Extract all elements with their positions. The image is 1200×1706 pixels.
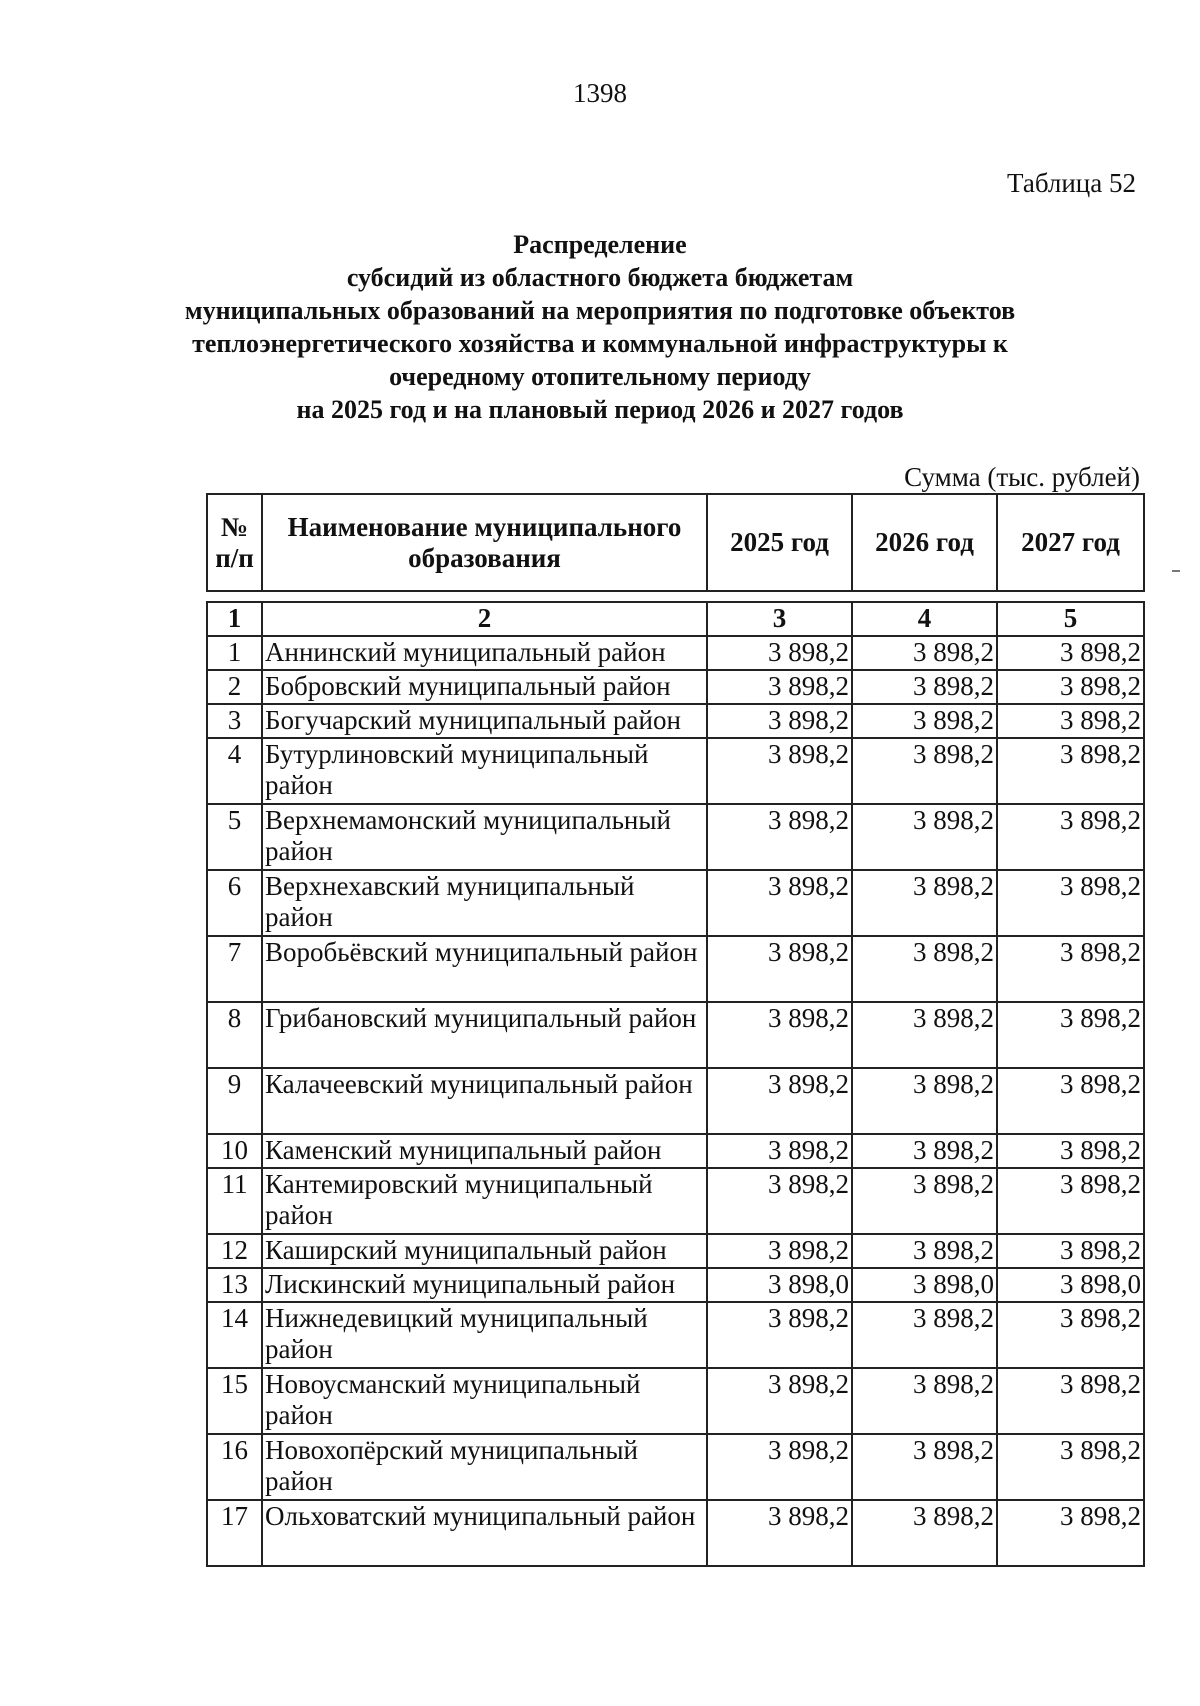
value-2027: 3 898,2 bbox=[997, 1002, 1144, 1068]
value-2027: 3 898,2 bbox=[997, 1500, 1144, 1566]
value-2026: 3 898,2 bbox=[852, 1168, 997, 1234]
municipality-name: Калачеевский муниципальный район bbox=[262, 1068, 707, 1134]
row-number: 2 bbox=[207, 670, 262, 704]
municipality-name: Ольховатский муниципальный район bbox=[262, 1500, 707, 1566]
value-2025: 3 898,2 bbox=[707, 1302, 852, 1368]
value-2025: 3 898,2 bbox=[707, 1234, 852, 1268]
column-number: 3 bbox=[707, 602, 852, 636]
data-table bbox=[206, 601, 1145, 1567]
value-2025: 3 898,2 bbox=[707, 738, 852, 804]
value-2025: 3 898,2 bbox=[707, 1434, 852, 1500]
table-row bbox=[207, 1068, 1144, 1134]
table-row bbox=[207, 1002, 1144, 1068]
row-number: 8 bbox=[207, 1002, 262, 1068]
value-2026: 3 898,2 bbox=[852, 1134, 997, 1168]
value-2025: 3 898,2 bbox=[707, 870, 852, 936]
table-row bbox=[207, 704, 1144, 738]
title-line: на 2025 год и на плановый период 2026 и 2027 годов bbox=[296, 395, 904, 424]
value-2025: 3 898,2 bbox=[707, 804, 852, 870]
municipality-name: Каширский муниципальный район bbox=[262, 1234, 707, 1268]
header-num: № п/п bbox=[207, 494, 262, 591]
header-2026: 2026 год bbox=[852, 494, 997, 591]
row-number: 11 bbox=[207, 1168, 262, 1234]
table-row bbox=[207, 870, 1144, 936]
title-line: очередному отопительному периоду bbox=[389, 362, 811, 391]
value-2026: 3 898,2 bbox=[852, 1234, 997, 1268]
value-2027: 3 898,2 bbox=[997, 1134, 1144, 1168]
title-line: теплоэнергетического хозяйства и коммунальной инфраструктуры к bbox=[192, 329, 1008, 358]
value-2026: 3 898,2 bbox=[852, 704, 997, 738]
table-row bbox=[207, 1168, 1144, 1234]
table-row bbox=[207, 1434, 1144, 1500]
row-number: 4 bbox=[207, 738, 262, 804]
value-2026: 3 898,2 bbox=[852, 1500, 997, 1566]
value-2025: 3 898,2 bbox=[707, 1134, 852, 1168]
header-name: Наименование муниципального образования bbox=[262, 494, 707, 591]
value-2026: 3 898,2 bbox=[852, 1068, 997, 1134]
title-line: субсидий из областного бюджета бюджетам bbox=[346, 263, 854, 292]
value-2026: 3 898,0 bbox=[852, 1268, 997, 1302]
row-number: 3 bbox=[207, 704, 262, 738]
table-row bbox=[207, 1302, 1144, 1368]
value-2025: 3 898,0 bbox=[707, 1268, 852, 1302]
table-row bbox=[207, 1268, 1144, 1302]
value-2025: 3 898,2 bbox=[707, 1168, 852, 1234]
table-row bbox=[207, 936, 1144, 1002]
value-2027: 3 898,2 bbox=[997, 738, 1144, 804]
value-2027: 3 898,2 bbox=[997, 1302, 1144, 1368]
value-2027: 3 898,0 bbox=[997, 1268, 1144, 1302]
value-2025: 3 898,2 bbox=[707, 704, 852, 738]
table-row bbox=[207, 670, 1144, 704]
value-2027: 3 898,2 bbox=[997, 1368, 1144, 1434]
value-2027: 3 898,2 bbox=[997, 636, 1144, 670]
municipality-name: Кантемировский муниципальный район bbox=[262, 1168, 707, 1234]
municipality-name: Богучарский муниципальный район bbox=[262, 704, 707, 738]
row-number: 16 bbox=[207, 1434, 262, 1500]
value-2027: 3 898,2 bbox=[997, 870, 1144, 936]
table-row bbox=[207, 636, 1144, 670]
scan-mark bbox=[1172, 570, 1180, 572]
value-2026: 3 898,2 bbox=[852, 936, 997, 1002]
value-2025: 3 898,2 bbox=[707, 1500, 852, 1566]
row-number: 1 bbox=[207, 636, 262, 670]
row-number: 10 bbox=[207, 1134, 262, 1168]
value-2025: 3 898,2 bbox=[707, 936, 852, 1002]
municipality-name: Новохопёрский муниципальный район bbox=[262, 1434, 707, 1500]
value-2025: 3 898,2 bbox=[707, 670, 852, 704]
municipality-name: Бутурлиновский муниципальный район bbox=[262, 738, 707, 804]
row-number: 9 bbox=[207, 1068, 262, 1134]
table-row bbox=[207, 1234, 1144, 1268]
value-2025: 3 898,2 bbox=[707, 1368, 852, 1434]
row-number: 5 bbox=[207, 804, 262, 870]
row-number: 12 bbox=[207, 1234, 262, 1268]
units-label: Сумма (тыс. рублей) bbox=[904, 462, 1140, 492]
row-number: 6 bbox=[207, 870, 262, 936]
title-line: муниципальных образований на мероприятия по подготовке объектов bbox=[184, 296, 1016, 325]
municipality-name: Верхнехавский муниципальный район bbox=[262, 870, 707, 936]
row-number: 7 bbox=[207, 936, 262, 1002]
table-row bbox=[207, 1500, 1144, 1566]
value-2027: 3 898,2 bbox=[997, 704, 1144, 738]
table-label: Таблица 52 bbox=[1007, 168, 1136, 198]
value-2027: 3 898,2 bbox=[997, 1234, 1144, 1268]
value-2027: 3 898,2 bbox=[997, 1068, 1144, 1134]
value-2026: 3 898,2 bbox=[852, 1302, 997, 1368]
value-2027: 3 898,2 bbox=[997, 1434, 1144, 1500]
table-header bbox=[206, 493, 1145, 592]
table-row bbox=[207, 1368, 1144, 1434]
municipality-name: Воробьёвский муниципальный район bbox=[262, 936, 707, 1002]
municipality-name: Нижнедевицкий муниципальный район bbox=[262, 1302, 707, 1368]
municipality-name: Бобровский муниципальный район bbox=[262, 670, 707, 704]
table-row bbox=[207, 738, 1144, 804]
column-number: 1 bbox=[207, 602, 262, 636]
document-title bbox=[100, 228, 1100, 426]
value-2026: 3 898,2 bbox=[852, 1434, 997, 1500]
table-row bbox=[207, 804, 1144, 870]
municipality-name: Лискинский муниципальный район bbox=[262, 1268, 707, 1302]
municipality-name: Аннинский муниципальный район bbox=[262, 636, 707, 670]
value-2026: 3 898,2 bbox=[852, 670, 997, 704]
value-2027: 3 898,2 bbox=[997, 804, 1144, 870]
value-2027: 3 898,2 bbox=[997, 936, 1144, 1002]
column-number: 2 bbox=[262, 602, 707, 636]
page-number: 1398 bbox=[573, 78, 627, 108]
value-2025: 3 898,2 bbox=[707, 1068, 852, 1134]
municipality-name: Новоусманский муниципальный район bbox=[262, 1368, 707, 1434]
value-2025: 3 898,2 bbox=[707, 636, 852, 670]
row-number: 14 bbox=[207, 1302, 262, 1368]
value-2026: 3 898,2 bbox=[852, 1002, 997, 1068]
value-2025: 3 898,2 bbox=[707, 1002, 852, 1068]
value-2026: 3 898,2 bbox=[852, 870, 997, 936]
table-row bbox=[207, 1134, 1144, 1168]
row-number: 13 bbox=[207, 1268, 262, 1302]
value-2027: 3 898,2 bbox=[997, 670, 1144, 704]
column-number: 5 bbox=[997, 602, 1144, 636]
value-2026: 3 898,2 bbox=[852, 804, 997, 870]
title-line: Распределение bbox=[513, 230, 687, 259]
header-2025: 2025 год bbox=[707, 494, 852, 591]
municipality-name: Грибановский муниципальный район bbox=[262, 1002, 707, 1068]
row-number: 17 bbox=[207, 1500, 262, 1566]
header-2027: 2027 год bbox=[997, 494, 1144, 591]
row-number: 15 bbox=[207, 1368, 262, 1434]
column-number: 4 bbox=[852, 602, 997, 636]
value-2026: 3 898,2 bbox=[852, 636, 997, 670]
column-number-row bbox=[207, 602, 1144, 636]
municipality-name: Каменский муниципальный район bbox=[262, 1134, 707, 1168]
value-2026: 3 898,2 bbox=[852, 1368, 997, 1434]
value-2026: 3 898,2 bbox=[852, 738, 997, 804]
value-2027: 3 898,2 bbox=[997, 1168, 1144, 1234]
municipality-name: Верхнемамонский муниципальный район bbox=[262, 804, 707, 870]
